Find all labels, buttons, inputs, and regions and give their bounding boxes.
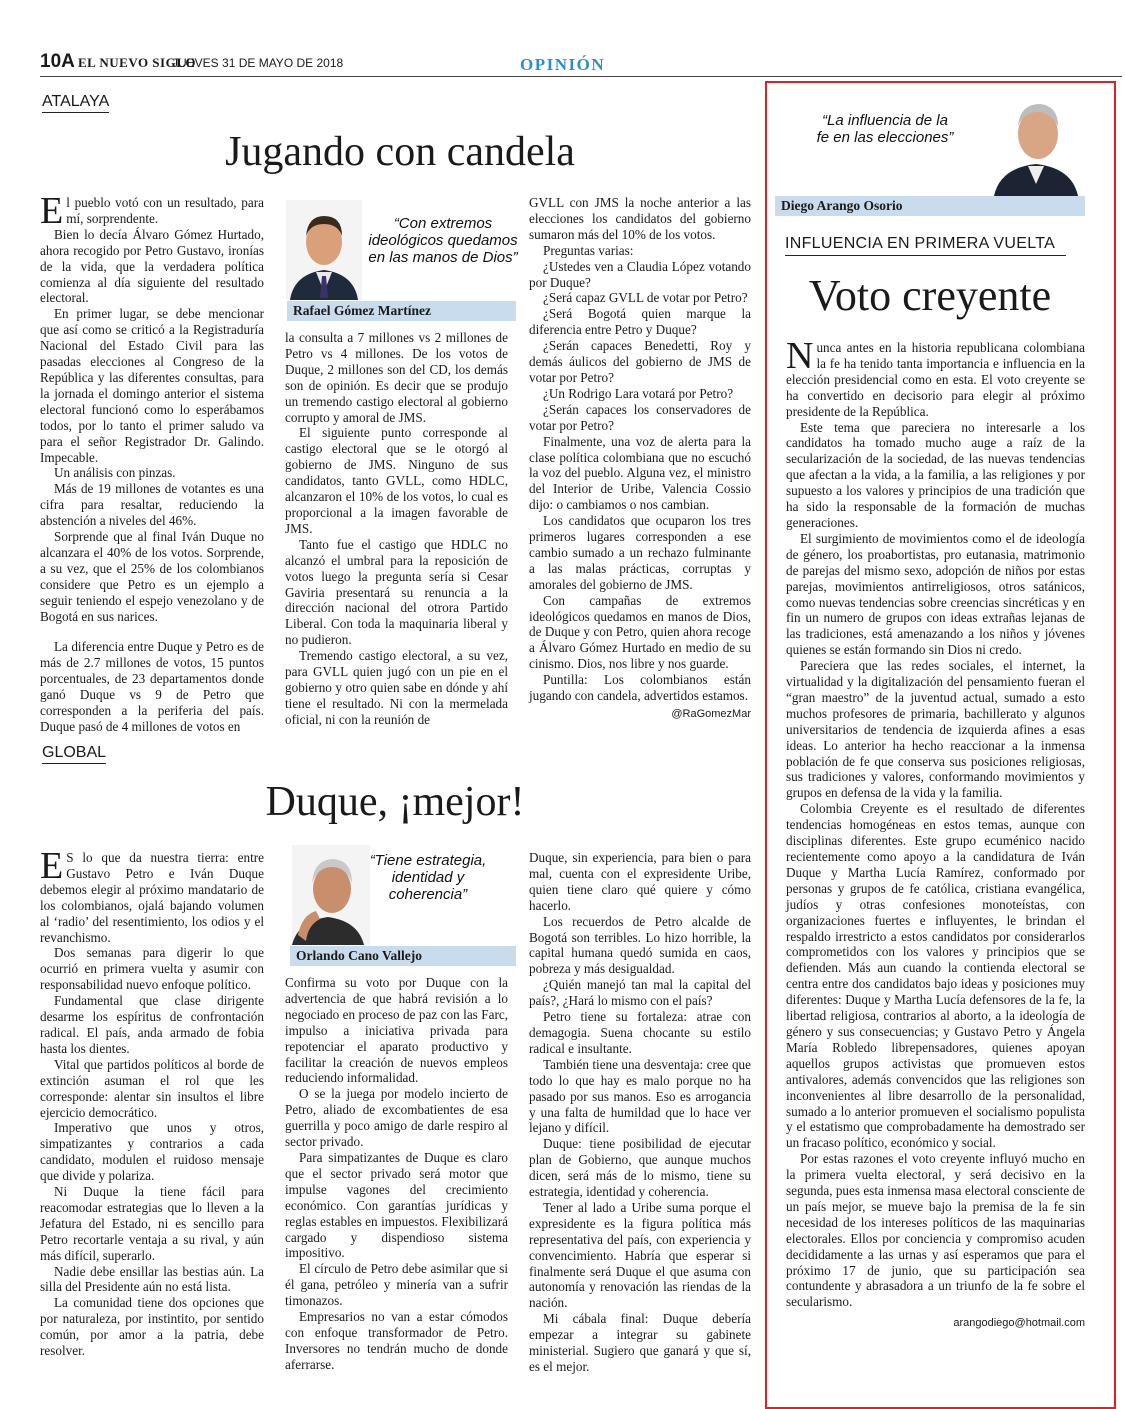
global-column-1	[40, 845, 264, 1359]
atalaya-paragraph: Finalmente, una voz de alerta para la clase política colombiana que no escuchó la voz del pueblo. Alguna vez, el ministro del Interior de Uribe, Valencia Cossio dijo: o cambiamos o nos cambian.	[529, 433, 751, 513]
global-paragraph: Petro tiene su fortaleza: atrae con demagogia. Suena chocante su estilo radical e insultante.	[529, 1009, 751, 1056]
global-paragraph: Duque: tiene posibilidad de ejecutar plan de Gobierno, que aunque muchos dicen, será más de lo mismo, tiene su estrategia, identidad y coherencia.	[529, 1136, 751, 1200]
author-email: arangodiego@hotmail.com	[953, 1317, 1085, 1330]
atalaya-kicker: ATALAYA	[42, 93, 109, 113]
global-paragraph: Empresarios no van a estar cómodos con enfoque transformador de Petro. Inversores no tendrán mucho de donde aferrarse.	[285, 1309, 508, 1372]
atalaya-column-2	[285, 330, 508, 728]
global-paragraph: También tiene una desventaja: cree que todo lo que hay es malo porque no ha pasado por sus manos. Eso es arrogancia y una falta de humildad que lo hace ver lejano y difícil.	[529, 1056, 751, 1136]
global-paragraph: E S lo que da nuestra tierra: entre Gustavo Petro e Iván Duque debemos elegir al próximo mandatario de los colombianos, ojalá bajando volumen al ‘radio’ del resentimiento, los odios y el revanchismo.	[40, 845, 264, 945]
global-paragraph: Los recuerdos de Petro alcalde de Bogotá son terribles. Lo hizo horrible, la capital humana quedó sumida en caos, pobreza y más desigualdad.	[529, 913, 751, 977]
global-paragraph: Para simpatizantes de Duque es claro que el sector privado será motor que impulse vagones del crecimiento económico. Con garantías jurídicas y reglas estables en impuestos. Flexibilizará cargado y dispendioso sistema impositivo.	[285, 1149, 508, 1261]
global-headline: Duque, ¡mejor!	[265, 779, 525, 825]
author-portrait-orlando	[292, 845, 370, 945]
global-kicker: GLOBAL	[42, 744, 106, 764]
dropcap: N	[786, 335, 814, 377]
global-paragraph: Tener al lado a Uribe suma porque el expresidente es la figura política más representativa del país, con experiencia y convencimiento. Habría que esperar si finalmente será Duque el que asuma con autonomía y renovación las riendas de la nación.	[529, 1199, 751, 1311]
dropcap: E	[40, 190, 64, 232]
global-paragraph: O se la juega por modelo incierto de Petro, aliado de excombatientes de esa guerrilla y poco amigo de darle respiro al sector privado.	[285, 1086, 508, 1150]
atalaya-paragraph: Puntilla: Los colombianos están jugando con candela, advertidos estamos.	[529, 672, 751, 704]
atalaya-paragraph: ¿Un Rodrigo Lara votará por Petro?	[543, 385, 734, 401]
global-paragraph: Confirma su voto por Duque con la advertencia de que habrá revisión a lo negociado en proceso de paz con las Farc, impulso a iniciativa privada para repotenciar el aparato productivo y facilitar la creación de nuevos empleos reduciendo informalidad.	[285, 975, 508, 1086]
atalaya-paragraph: Bien lo decía Álvaro Gómez Hurtado, ahora recogido por Petro Gustavo, ironías de la vida, que la verdadera política comienza al día siguiente del resultado electoral.	[40, 226, 264, 306]
global-paragraph: El círculo de Petro debe asimilar que si él gana, petróleo y minería van a sufrir timonazos.	[285, 1261, 508, 1309]
right-headline: Voto creyente	[808, 271, 1052, 320]
right-byline: Diego Arango Osorio	[775, 196, 1085, 216]
right-paragraph: Nunca antes en la historia republicana colombiana la fe ha tenido tanta importancia e influencia en la elección presidencial como en esta. El voto creyente se ha convertido en decisorio para elegir al próximo presidente de la República.	[786, 335, 1085, 419]
global-byline: Orlando Cano Vallejo	[290, 946, 516, 966]
global-paragraph: Vital que partidos políticos al borde de extinción asuman el rol que les corresponde: alentar sin insultos el libre ejercicio democrático.	[40, 1056, 264, 1120]
author-portrait-rafael	[286, 200, 362, 300]
atalaya-paragraph: El pueblo votó con un resultado, para mí, sorprendente.	[40, 190, 264, 232]
right-paragraph: Pareciera que las redes sociales, el internet, la virtualidad y la digitalización del pensamiento fueran el “gran maestro” de la juventud actual, sumado a esto muchos profesores de primaria, bachillerato y algunos universitarios de tendencia de izquierda afines a esas ideas. Lo anterior ha hecho reaccionar a la inmensa población de fe que conserva sus posiciones religiosas, sus tradiciones y valores, conformando movimientos y grupos en defensa de la vida y la familia.	[786, 658, 1085, 801]
atalaya-byline: Rafael Gómez Martínez	[287, 301, 516, 321]
global-paragraph: Fundamental que clase dirigente desarme los espíritus de confrontación radical. El país, anda armado de fobia hasta los dientes.	[40, 993, 264, 1056]
atalaya-column-3	[529, 195, 751, 723]
dropcap: E	[40, 845, 64, 887]
atalaya-column-1	[40, 190, 264, 735]
newspaper-name: EL NUEVO SIGLO	[78, 55, 196, 70]
atalaya-paragraph: Sorprende que al final Iván Duque no alcanzara el 40% de los votos. Sorprende, a su vez, que el 25% de los colombianos considere que Petro es un ejemplo a seguir teniendo el espejo venezolano y de Bogotá en sus narices.	[40, 529, 264, 624]
right-paragraph: Este tema que pareciera no interesarle a los candidatos ha tomado mucho auge a raíz de la secularización de la sociedad, de las nuevas tendencias que afectan a la vida, a la familia, a las religiones y por supuesto a los valores y principios de una tradición que ha sido la responsable de la formación de muchas generaciones.	[786, 419, 1085, 530]
author-portrait-diego	[992, 92, 1080, 196]
global-pull-quote: “Tiene estrategia, identidad y coherencia”	[369, 852, 487, 903]
global-paragraph: Dos semanas para digerir lo que ocurrió en primera vuelta y asumir con responsabilidad nuevo enfoque político.	[40, 945, 264, 993]
global-column-3	[529, 850, 751, 1375]
page-number: 10A	[40, 51, 75, 72]
right-paragraph: Colombia Creyente es el resultado de diferentes tendencias homogéneas en estos temas, aunque con disciplinas diferentes. Este grupo ecuménico nacido recientemente como apoyo a la candidatura de Iván Duque y Martha Lucía Ramírez, conformado por personas y grupos de fe católica, cristiana evangélica, judíos y otras confesiones monoteístas, con organizaciones fuertes e influyentes, le brindan el respaldo irrestricto a estos candidatos por considerarlos comprometidos con los valores y principios que se defienden. Más aun cuando la contienda electoral se centra entre dos candidatos bajo ideas y posiciones muy diferentes: Duque y Martha Lucía defensores de la fe, la libertad religiosa, contrarios al aborto, a la ideología de género y sus consecuencias; y Gustavo Petro y Ángela María Robledo librepensadores, quienes apoyan aquellos grupos activistas que promueven estos antivalores, además convencidos que las religiones son inconvenientes al libre desarrollo de la personalidad, sumado a lo anterior promueven el socialismo populista y el estatismo que comprobadamente ha demostrado ser un fracaso político, económico y social.	[786, 801, 1085, 1151]
atalaya-paragraph: Preguntas varias:	[543, 242, 634, 258]
atalaya-paragraph: ¿Ustedes ven a Claudia López votando por Duque?	[529, 258, 751, 290]
atalaya-paragraph: Tanto fue el castigo que HDLC no alcanzó el umbral para la reposición de votos luego la pregunta sería si Cesar Gaviria presentará su renuncia a la dirección nacional del otrora Partido Liberal. Con toda la maquinaria liberal y no pudieron.	[285, 536, 508, 648]
global-paragraph: Mi cábala final: Duque debería empezar a integrar su gabinete ministerial. Sugiero que ganará y que sí, es el mejor.	[529, 1311, 751, 1374]
atalaya-paragraph: ¿Serán capaces Benedetti, Roy y demás áulicos del gobierno de JMS de votar por Petro?	[529, 338, 751, 385]
atalaya-paragraph: GVLL con JMS la noche anterior a las elecciones los candidatos del gobierno sumaron más del 10% de los votos.	[529, 195, 751, 242]
section-title: OPINIÓN	[520, 55, 606, 74]
right-paragraph: El surgimiento de movimientos como el de ideología de género, los proabortistas, pro eutanasia, matrimonio de parejas del mismo sexo, adopción de niños por estas parejas, movimientos antirreligiosos, otros satánicos, como nuevas tendencias sobre creencias sincréticas y en fin un numero de grupos con ideas extrañas lejanas de las tradiciones, está amenazando a los niños y jóvenes quienes se están formando sin Dios ni credo.	[786, 530, 1085, 658]
atalaya-paragraph: la consulta a 7 millones vs 2 millones de Petro vs 4 millones. De los votos de Duque, 2 millones son del CD, los demás son de opinión. Es decir que se produjo un tremendo castigo electoral al gobierno corrupto y amoral de JMS.	[285, 330, 508, 425]
atalaya-paragraph: ¿Serán capaces los conservadores de votar por Petro?	[529, 401, 751, 433]
right-kicker: INFLUENCIA EN PRIMERA VUELTA	[785, 235, 1066, 256]
global-paragraph: Nadie debe ensillar las bestias aún. La silla del Presidente aún no está lista.	[40, 1263, 264, 1295]
global-paragraph: Duque, sin experiencia, para bien o para mal, cuenta con el expresidente Uribe, quien tiene claro qué quiere y cómo hacerlo.	[529, 850, 751, 913]
atalaya-paragraph: En primer lugar, se debe mencionar que así como se criticó a la Registraduría Nacional del Estado Civil para las pasadas elecciones al Congreso de la República y las diferentes consultas, para la jornada el domingo anterior el sistema electoral funcionó como lo esperábamos todos, por lo tanto el primer saludo va para el señor Registrador Dr. Galindo. Impecable.	[40, 306, 264, 465]
atalaya-paragraph: La diferencia entre Duque y Petro es de más de 2.7 millones de votos, 15 puntos porcentuales, de 23 departamentos donde ganó Duque vs 9 de Petro que corresponden a la periferia del país. Duque pasó de 4 millones de votos en	[40, 639, 264, 734]
right-column	[786, 335, 1085, 1332]
global-paragraph: Imperativo que unos y otros, simpatizantes y contrarios a cada candidato, modulen el ruidoso mensaje que divide y polariza.	[40, 1120, 264, 1184]
atalaya-paragraph: Más de 19 millones de votantes es una cifra para resaltar, reduciendo la abstención a niveles del 46%.	[40, 481, 264, 529]
author-handle: @RaGomezMar	[671, 708, 751, 720]
issue-date: JUEVES 31 DE MAYO DE 2018	[172, 56, 344, 70]
right-pull-quote: “La influencia de la fe en las elecciones”	[816, 112, 954, 146]
atalaya-paragraph: Tremendo castigo electoral, a su vez, para GVLL quien jugó con un pie en el gobierno y otro quien sabe en dónde y ahí tiene el resultado. Ni con la mermelada oficial, ni con la reunión de	[285, 648, 508, 727]
global-column-2	[285, 975, 508, 1373]
global-paragraph: La comunidad tiene dos opciones que por naturaleza, por instintito, por sentido común, por amor a la patria, debe resolver.	[40, 1295, 264, 1359]
header-divider	[40, 76, 1122, 77]
atalaya-paragraph: Los candidatos que ocuparon los tres primeros lugares corresponden a ese cambio sumado a un rechazo fulminante a las malas prácticas, corruptas y amorales del gobierno de JMS.	[529, 513, 751, 592]
atalaya-headline: Jugando con candela	[225, 129, 575, 175]
atalaya-paragraph: El siguiente punto corresponde al castigo electoral que se le otorgó al gobierno de JMS. Ninguno de sus candidatos, tanto GVLL, como HDLC, alcanzaron el 10% de los votos, lo cual es proporcional a la imagen favorable de JMS.	[285, 425, 508, 536]
atalaya-paragraph: Un análisis con pinzas.	[54, 465, 176, 481]
atalaya-paragraph: ¿Será Bogotá quien marque la diferencia entre Petro y Duque?	[529, 306, 751, 338]
right-paragraph: Por estas razones el voto creyente influyó mucho en la primera vuelta electoral, y será decisivo en la segunda, pues esta inmensa masa electoral consciente de un país mejor, se mueve bajo la premisa de la fe sin necesidad de los intereses políticos de las maquinarias electorales. Ellos por conciencia y compromiso acuden decididamente a las urnas y así esperamos que para el próximo 17 de junio, que su participación sea contundente y abrasadora a un triunfo de la fe sobre el secularismo.	[786, 1151, 1085, 1310]
global-paragraph: Ni Duque la tiene fácil para reacomodar estrategias que lo lleven a la Jefatura del Estado, ni es sencillo para Petro recortarle ventaja a su rival, y aún más difícil, superarlo.	[40, 1184, 264, 1263]
global-paragraph: ¿Quién manejó tan mal la capital del país?, ¿Hará lo mismo con el país?	[529, 977, 751, 1009]
atalaya-pull-quote: “Con extremos ideológicos quedamos en las manos de Dios”	[368, 215, 518, 266]
atalaya-paragraph: ¿Será capaz GVLL de votar por Petro?	[543, 290, 748, 306]
atalaya-paragraph: Con campañas de extremos ideológicos quedamos en manos de Dios, de Duque y con Petro, quien ahora recoge a Álvaro Gómez Hurtado en medio de su cinismo. Dios, nos libre y nos guarde.	[529, 592, 751, 672]
